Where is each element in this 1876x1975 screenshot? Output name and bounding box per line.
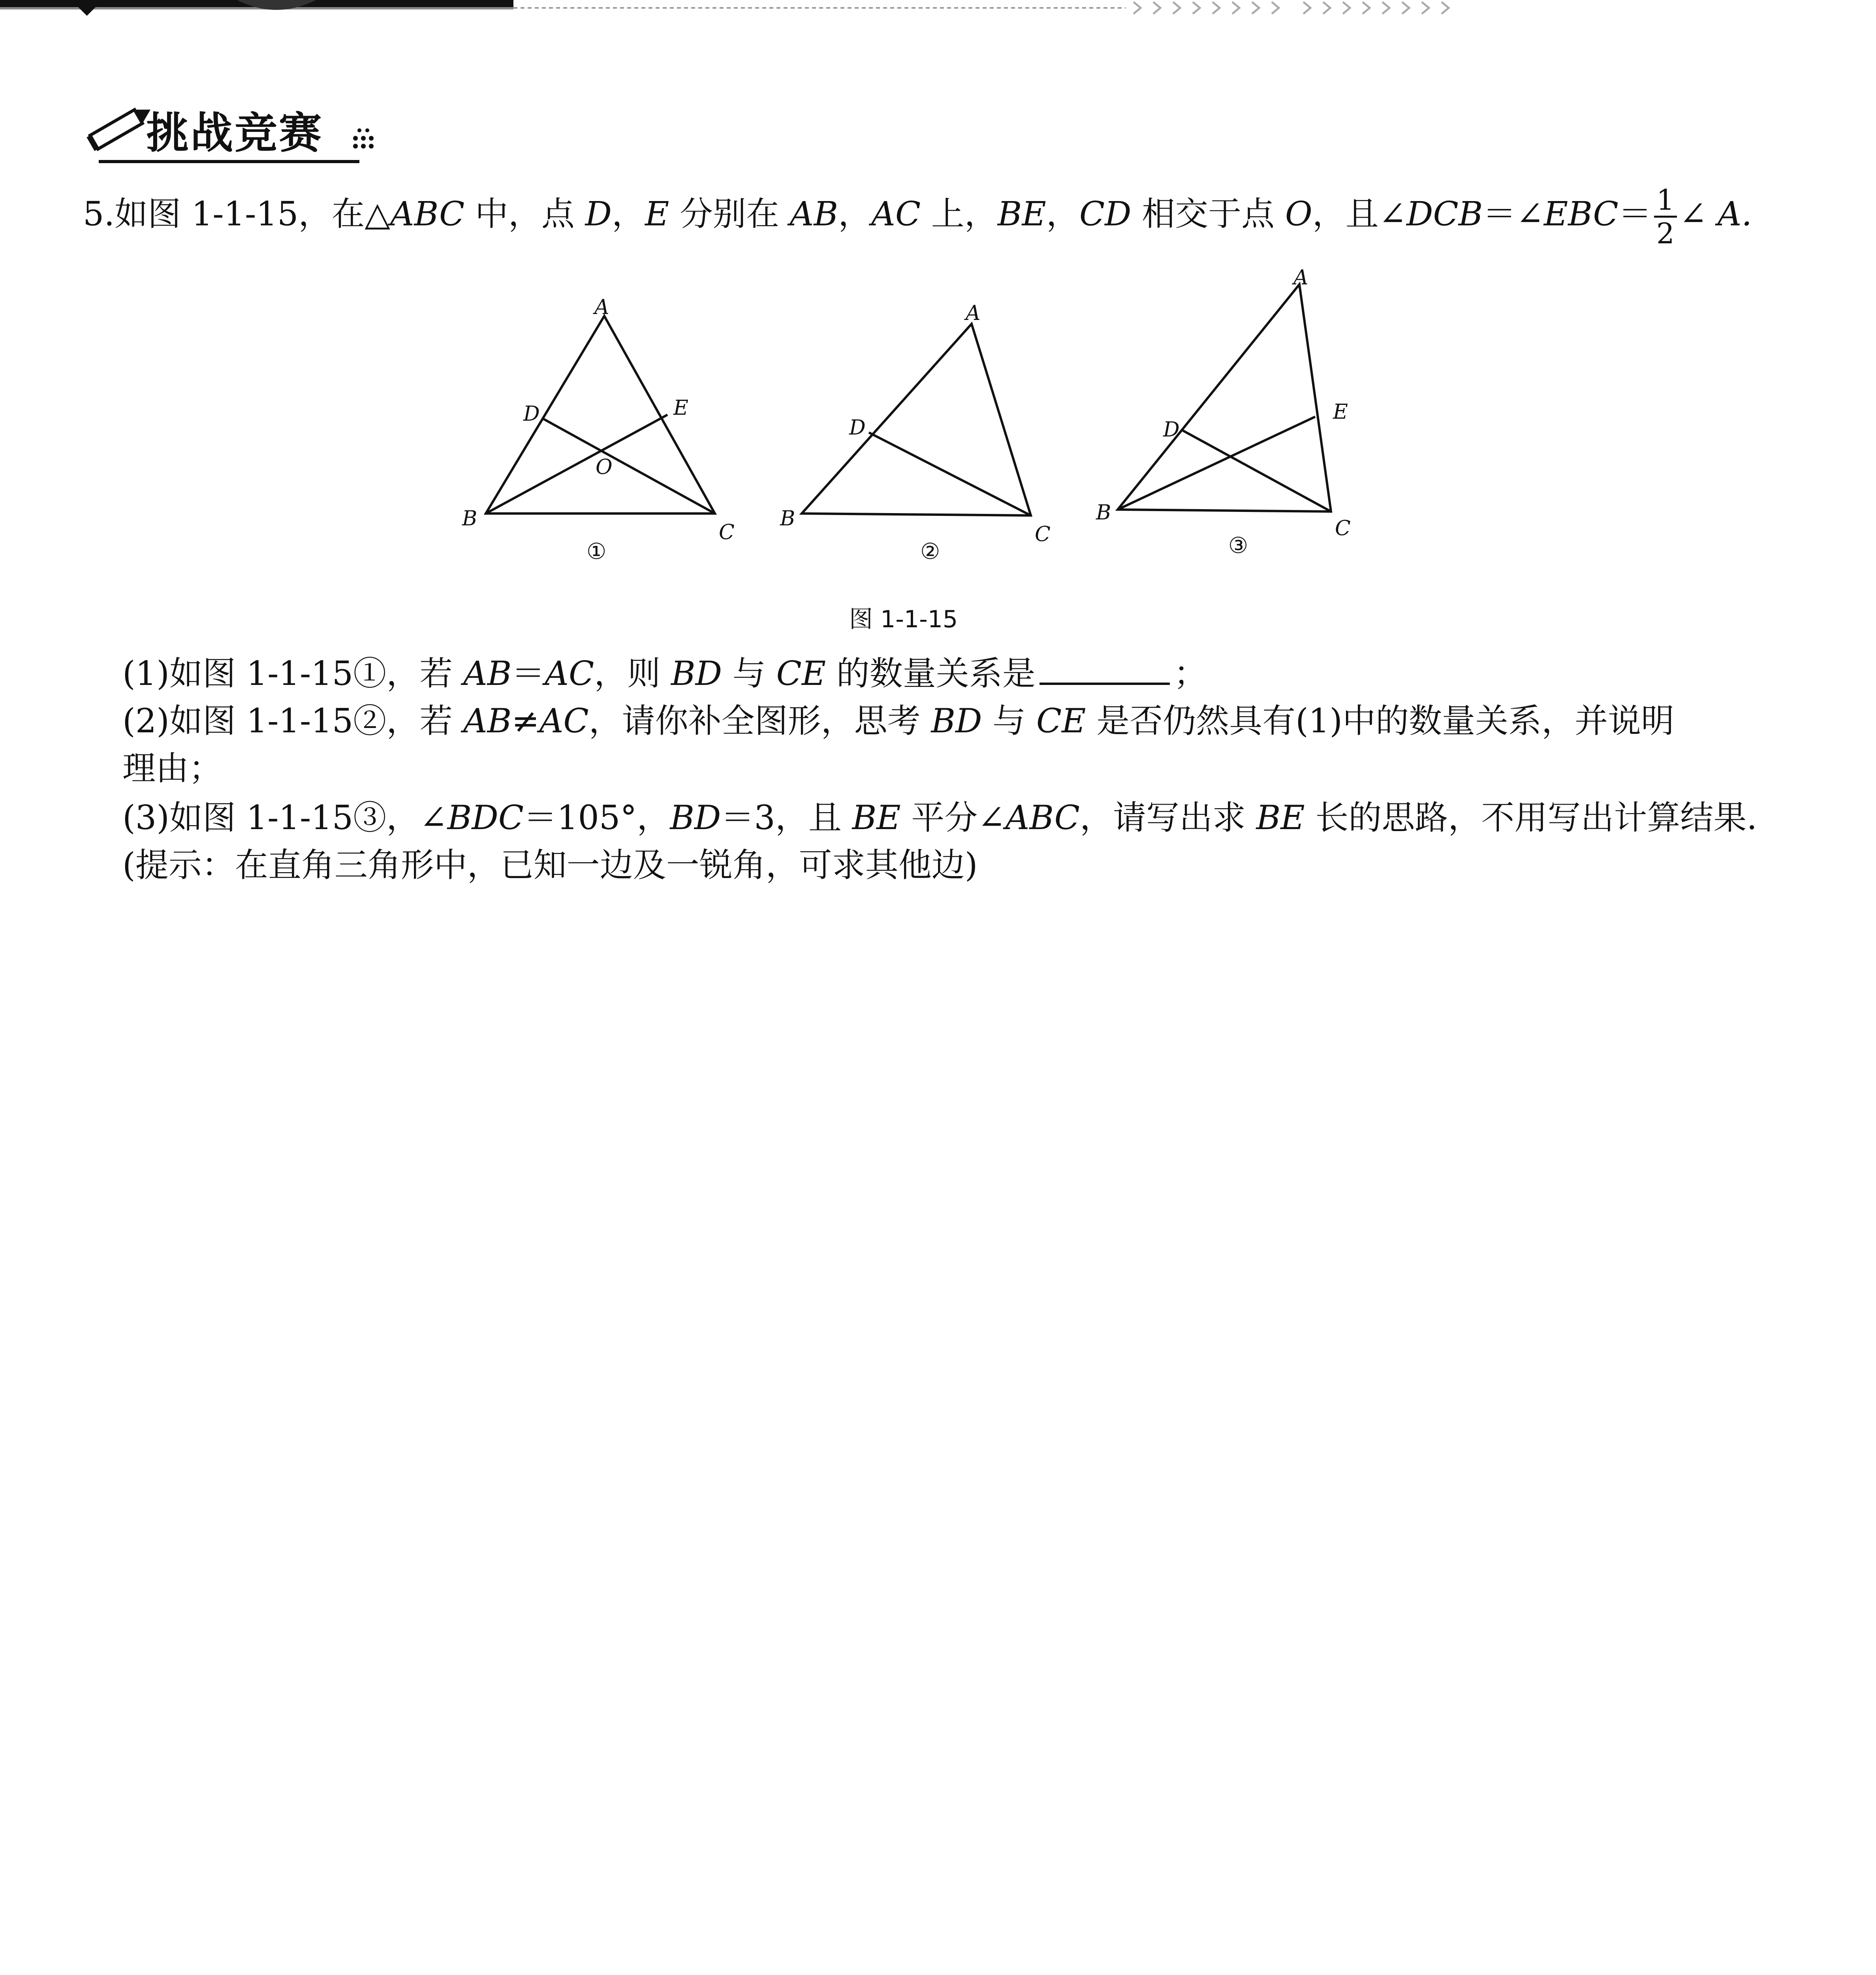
figure-3-label-d: D [1163,418,1180,442]
figure-1-caption: ① [586,539,607,564]
figures-1-1-15 [454,269,1382,585]
figure-3-triangle [1118,284,1331,512]
figure-2-label-a: A [966,301,981,325]
figure-1-label-a: A [594,295,609,319]
answer-blank[interactable] [1040,655,1170,685]
figure-2-segment-cd [869,433,1031,515]
section-title: 挑战竞赛 [146,109,323,158]
figure-1-label-d: D [523,402,540,426]
figure-3-label-b: B [1096,501,1111,525]
figure-2-caption: ② [920,539,940,564]
header-decoration [0,0,1876,28]
figure-caption: 图 1-1-15 [849,606,958,633]
figure-1-label-e: E [673,396,688,420]
figure-3-label-e: E [1333,400,1348,424]
sub-question-3: (3)如图 1-1-15③，∠BDC＝105°，BD＝3，且 BE 平分∠ABC，请写出求 BE 长的思路，不用写出计算结果. [122,798,1758,837]
figure-2-label-b: B [780,507,795,530]
figure-3-label-a: A [1293,269,1308,290]
figure-2-label-c: C [1035,523,1051,546]
sub-question-2-line2: 理由； [122,749,222,788]
sub-question-2: (2)如图 1-1-15②，若 AB≠AC，请你补全图形，思考 BD 与 CE 是否仍然具有(1)中的数量关系，并说明 [122,702,1675,740]
fraction-one-half: $\frac{1}{2}$ [1654,186,1677,248]
figure-1-segment-be [486,415,667,514]
hint-text: (提示：在直角三角形中，已知一边及一锐角，可求其他边) [122,846,978,884]
figure-3-caption: ③ [1228,533,1248,559]
figure-1-label-c: C [719,521,735,544]
figure-2-triangle [802,324,1031,515]
figure-3-segment-cd [1183,431,1331,512]
figure-3-label-c: C [1335,517,1351,540]
sub-question-1: (1)如图 1-1-15①，若 AB＝AC，则 BD 与 CE 的数量关系是 ； [122,654,1207,693]
figure-1-label-b: B [462,507,477,530]
figure-3-segment-be [1118,417,1315,510]
question-stem: 5.如图 1-1-15，在△ABC 中，点 D，E 分别在 AB，AC 上，BE，CD 相交于点 O，且∠DCB＝∠EBC＝ $\frac{1}{2}$ ∠ A. [83,183,1752,250]
figure-2-label-d: D [849,416,866,440]
section-underline [99,160,359,163]
figure-1-label-o: O [596,455,613,479]
